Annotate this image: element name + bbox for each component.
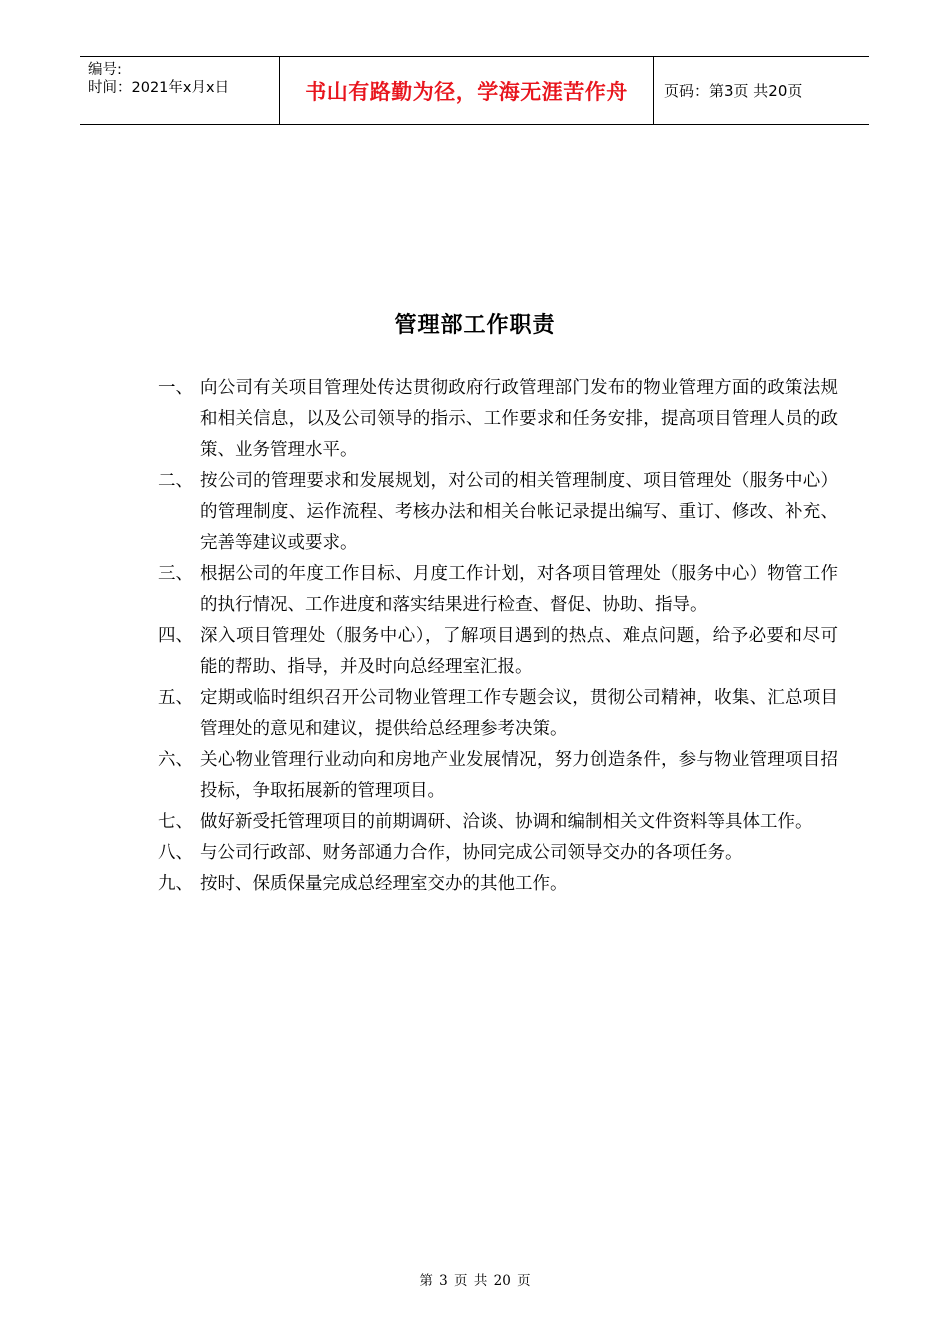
duty-item bbox=[158, 559, 838, 621]
document-title: 管理部工作职责 bbox=[394, 313, 556, 338]
duty-text: 向公司有关项目管理处传达贯彻政府行政管理部门发布的物业管理方面的政策法规和相关信息，以及公司领导的指示、工作要求和任务安排，提高项目管理人员的政策、业务管理水平。 bbox=[200, 378, 838, 460]
duty-number: 八、 bbox=[158, 843, 193, 863]
duty-item bbox=[158, 745, 838, 807]
header-page-info: 页码：第3页 共20页 bbox=[664, 82, 803, 100]
duty-text: 按公司的管理要求和发展规划，对公司的相关管理制度、项目管理处（服务中心）的管理制度、运作流程、考核办法和相关台帐记录提出编写、重订、修改、补充、完善等建议或要求。 bbox=[200, 471, 838, 553]
duties-list bbox=[158, 373, 838, 900]
duty-item bbox=[158, 869, 838, 900]
duty-number: 七、 bbox=[158, 812, 193, 832]
document-header bbox=[80, 56, 869, 125]
duty-number: 五、 bbox=[158, 688, 193, 708]
duty-number: 九、 bbox=[158, 874, 193, 894]
duty-text: 关心物业管理行业动向和房地产业发展情况，努力创造条件，参与物业管理项目招投标，争取拓展新的管理项目。 bbox=[200, 750, 838, 801]
duty-item bbox=[158, 838, 838, 869]
duty-text: 根据公司的年度工作目标、月度工作计划，对各项目管理处（服务中心）物管工作的执行情况、工作进度和落实结果进行检查、督促、协助、指导。 bbox=[200, 564, 838, 615]
duty-number: 四、 bbox=[158, 626, 193, 646]
duty-number: 六、 bbox=[158, 750, 193, 770]
duty-text: 定期或临时组织召开公司物业管理工作专题会议，贯彻公司精神，收集、汇总项目管理处的意见和建议，提供给总经理参考决策。 bbox=[200, 688, 838, 739]
duty-number: 二、 bbox=[158, 471, 193, 491]
header-meta bbox=[80, 57, 280, 124]
duty-item bbox=[158, 621, 838, 683]
duty-item bbox=[158, 466, 838, 559]
duty-item bbox=[158, 373, 838, 466]
document-time-label: 时间：2021年x月x日 bbox=[88, 80, 230, 96]
duty-item bbox=[158, 807, 838, 838]
duty-text: 深入项目管理处（服务中心），了解项目遇到的热点、难点问题，给予必要和尽可能的帮助、指导，并及时向总经理室汇报。 bbox=[200, 626, 838, 677]
document-number-label: 编号: bbox=[88, 62, 122, 78]
duty-number: 一、 bbox=[158, 378, 193, 398]
duty-item bbox=[158, 683, 838, 745]
duty-text: 做好新受托管理项目的前期调研、洽谈、协调和编制相关文件资料等具体工作。 bbox=[200, 812, 813, 832]
page-footer: 第 3 页 共 20 页 bbox=[419, 1273, 531, 1289]
duty-text: 与公司行政部、财务部通力合作，协同完成公司领导交办的各项任务。 bbox=[200, 843, 743, 863]
header-motto: 书山有路勤为径，学海无涯苦作舟 bbox=[280, 57, 654, 124]
duty-text: 按时、保质保量完成总经理室交办的其他工作。 bbox=[200, 874, 568, 894]
duty-number: 三、 bbox=[158, 564, 193, 584]
